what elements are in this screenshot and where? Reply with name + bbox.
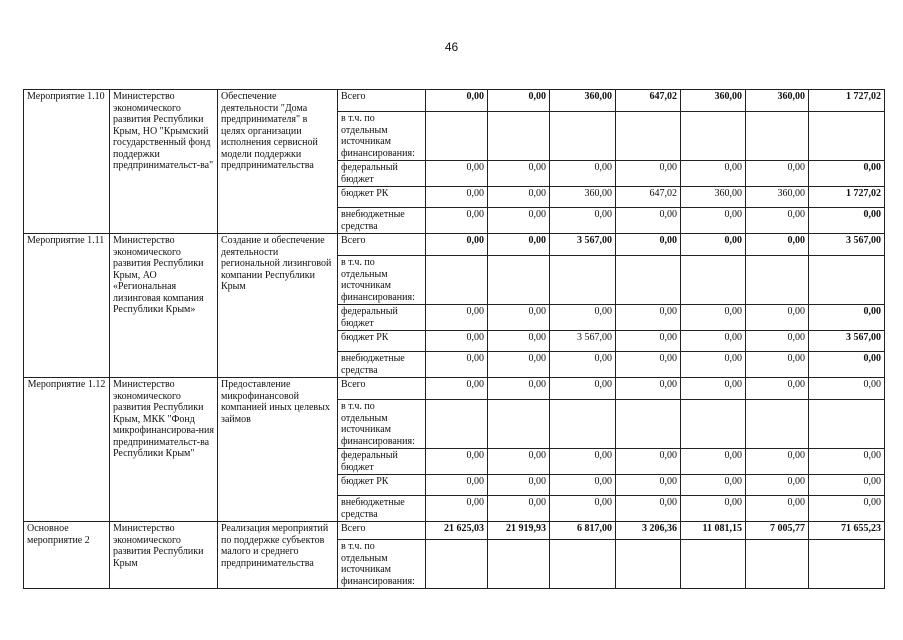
amount-cell: 0,00 [550, 161, 616, 187]
amount-cell [809, 256, 885, 305]
source-label: бюджет РК [338, 331, 426, 352]
amount-cell: 360,00 [681, 187, 746, 208]
amount-cell: 0,00 [809, 475, 885, 496]
amount-cell: 0,00 [616, 449, 681, 475]
source-label: федеральный бюджет [338, 161, 426, 187]
source-label: в т.ч. по отдельным источникам финансирования: [338, 540, 426, 589]
amount-cell [426, 400, 488, 449]
amount-cell [746, 400, 809, 449]
event-name: Основное мероприятие 2 [24, 522, 110, 589]
amount-cell: 0,00 [681, 331, 746, 352]
amount-cell: 11 081,15 [681, 522, 746, 540]
amount-cell: 0,00 [681, 305, 746, 331]
amount-cell: 0,00 [681, 161, 746, 187]
amount-cell: 0,00 [616, 331, 681, 352]
source-label: Всего [338, 90, 426, 112]
amount-cell: 0,00 [550, 208, 616, 234]
executor-name: Министерство экономического развития Республики Крым, НО "Крымский государственный фонд поддержки предпринимательст-ва" [110, 90, 218, 234]
amount-cell: 0,00 [809, 161, 885, 187]
amount-cell: 0,00 [616, 161, 681, 187]
amount-cell: 0,00 [488, 90, 550, 112]
event-description: Создание и обеспечение деятельности региональной лизинговой компании Республики Крым [218, 234, 338, 378]
source-label: в т.ч. по отдельным источникам финансирования: [338, 256, 426, 305]
amount-cell: 21 919,93 [488, 522, 550, 540]
amount-cell: 0,00 [550, 305, 616, 331]
amount-cell: 0,00 [488, 187, 550, 208]
amount-cell [550, 400, 616, 449]
amount-cell [426, 256, 488, 305]
budget-table [23, 89, 885, 589]
source-label: федеральный бюджет [338, 305, 426, 331]
amount-cell: 0,00 [426, 331, 488, 352]
amount-cell: 0,00 [488, 378, 550, 400]
amount-cell [426, 540, 488, 589]
amount-cell: 0,00 [681, 378, 746, 400]
amount-cell: 0,00 [426, 305, 488, 331]
event-name: Мероприятие 1.12 [24, 378, 110, 522]
amount-cell: 0,00 [746, 475, 809, 496]
amount-cell: 0,00 [488, 208, 550, 234]
amount-cell [488, 112, 550, 161]
amount-cell: 0,00 [809, 352, 885, 378]
amount-cell: 0,00 [681, 496, 746, 522]
event-name: Мероприятие 1.10 [24, 90, 110, 234]
amount-cell: 360,00 [550, 187, 616, 208]
amount-cell: 0,00 [426, 449, 488, 475]
amount-cell: 0,00 [488, 305, 550, 331]
amount-cell: 360,00 [550, 90, 616, 112]
amount-cell: 7 005,77 [746, 522, 809, 540]
amount-cell [746, 256, 809, 305]
amount-cell: 0,00 [426, 475, 488, 496]
amount-cell: 0,00 [616, 496, 681, 522]
amount-cell: 0,00 [616, 352, 681, 378]
amount-cell: 0,00 [426, 378, 488, 400]
amount-cell: 71 655,23 [809, 522, 885, 540]
amount-cell: 3 567,00 [809, 234, 885, 256]
amount-cell: 3 567,00 [809, 331, 885, 352]
amount-cell: 360,00 [746, 90, 809, 112]
amount-cell: 0,00 [681, 234, 746, 256]
executor-name: Министерство экономического развития Республики Крым, АО «Региональная лизинговая компания Республики Крым» [110, 234, 218, 378]
amount-cell: 360,00 [746, 187, 809, 208]
amount-cell [488, 540, 550, 589]
amount-cell [616, 256, 681, 305]
amount-cell: 0,00 [746, 161, 809, 187]
amount-cell: 0,00 [746, 449, 809, 475]
amount-cell: 360,00 [681, 90, 746, 112]
executor-name: Министерство экономического развития Республики Крым, МКК "Фонд микрофинансирова-ния предпринимательст-ва Республики Крым" [110, 378, 218, 522]
amount-cell: 0,00 [809, 449, 885, 475]
amount-cell: 0,00 [809, 305, 885, 331]
amount-cell [809, 112, 885, 161]
amount-cell: 3 206,36 [616, 522, 681, 540]
source-label: в т.ч. по отдельным источникам финансирования: [338, 112, 426, 161]
amount-cell: 0,00 [488, 449, 550, 475]
source-label: в т.ч. по отдельным источникам финансирования: [338, 400, 426, 449]
amount-cell: 0,00 [550, 378, 616, 400]
table-body [24, 90, 885, 589]
amount-cell: 647,02 [616, 90, 681, 112]
amount-cell [681, 400, 746, 449]
source-label: Всего [338, 522, 426, 540]
amount-cell: 0,00 [746, 208, 809, 234]
amount-cell: 0,00 [746, 305, 809, 331]
event-description: Предоставление микрофинансовой компанией иных целевых займов [218, 378, 338, 522]
amount-cell: 0,00 [809, 208, 885, 234]
executor-name: Министерство экономического развития Республики Крым [110, 522, 218, 589]
amount-cell: 0,00 [746, 378, 809, 400]
amount-cell: 0,00 [488, 475, 550, 496]
source-label: федеральный бюджет [338, 449, 426, 475]
amount-cell: 0,00 [426, 234, 488, 256]
amount-cell: 3 567,00 [550, 331, 616, 352]
amount-cell [488, 400, 550, 449]
amount-cell [616, 112, 681, 161]
amount-cell [616, 400, 681, 449]
amount-cell: 1 727,02 [809, 187, 885, 208]
event-description: Обеспечение деятельности "Дома предпринимателя" в целях организации исполнения сервисной модели поддержки предпринимательства [218, 90, 338, 234]
amount-cell: 1 727,02 [809, 90, 885, 112]
amount-cell [550, 256, 616, 305]
source-label: внебюджетные средства [338, 208, 426, 234]
amount-cell: 0,00 [426, 187, 488, 208]
amount-cell: 3 567,00 [550, 234, 616, 256]
source-label: внебюджетные средства [338, 352, 426, 378]
amount-cell [488, 256, 550, 305]
source-label: внебюджетные средства [338, 496, 426, 522]
source-label: бюджет РК [338, 187, 426, 208]
amount-cell: 0,00 [426, 208, 488, 234]
amount-cell: 0,00 [488, 331, 550, 352]
amount-cell: 0,00 [488, 496, 550, 522]
amount-cell [550, 540, 616, 589]
amount-cell: 0,00 [681, 449, 746, 475]
amount-cell: 0,00 [746, 234, 809, 256]
event-name: Мероприятие 1.11 [24, 234, 110, 378]
amount-cell: 0,00 [616, 475, 681, 496]
amount-cell: 0,00 [488, 352, 550, 378]
amount-cell: 0,00 [616, 378, 681, 400]
table-row [24, 522, 885, 540]
amount-cell: 0,00 [550, 496, 616, 522]
amount-cell [616, 540, 681, 589]
amount-cell: 0,00 [681, 208, 746, 234]
amount-cell: 0,00 [809, 496, 885, 522]
amount-cell: 0,00 [550, 475, 616, 496]
amount-cell: 0,00 [681, 352, 746, 378]
amount-cell [681, 540, 746, 589]
table-row [24, 90, 885, 112]
amount-cell [681, 256, 746, 305]
amount-cell [550, 112, 616, 161]
amount-cell: 0,00 [488, 161, 550, 187]
amount-cell: 0,00 [426, 496, 488, 522]
amount-cell [746, 540, 809, 589]
amount-cell [746, 112, 809, 161]
amount-cell: 0,00 [746, 331, 809, 352]
amount-cell: 0,00 [426, 90, 488, 112]
amount-cell: 0,00 [681, 475, 746, 496]
amount-cell [809, 400, 885, 449]
page-number: 46 [444, 40, 459, 54]
source-label: Всего [338, 234, 426, 256]
amount-cell: 0,00 [809, 378, 885, 400]
amount-cell [809, 540, 885, 589]
amount-cell: 0,00 [550, 352, 616, 378]
event-description: Реализация мероприятий по поддержке субъектов малого и среднего предпринимательства [218, 522, 338, 589]
source-label: бюджет РК [338, 475, 426, 496]
amount-cell: 0,00 [488, 234, 550, 256]
amount-cell: 0,00 [426, 352, 488, 378]
amount-cell [426, 112, 488, 161]
amount-cell: 6 817,00 [550, 522, 616, 540]
table-row [24, 234, 885, 256]
amount-cell: 0,00 [616, 234, 681, 256]
amount-cell [681, 112, 746, 161]
amount-cell: 647,02 [616, 187, 681, 208]
table-row [24, 378, 885, 400]
amount-cell: 0,00 [550, 449, 616, 475]
source-label: Всего [338, 378, 426, 400]
amount-cell: 0,00 [746, 352, 809, 378]
amount-cell: 0,00 [746, 496, 809, 522]
amount-cell: 0,00 [426, 161, 488, 187]
amount-cell: 21 625,03 [426, 522, 488, 540]
amount-cell: 0,00 [616, 305, 681, 331]
amount-cell: 0,00 [616, 208, 681, 234]
